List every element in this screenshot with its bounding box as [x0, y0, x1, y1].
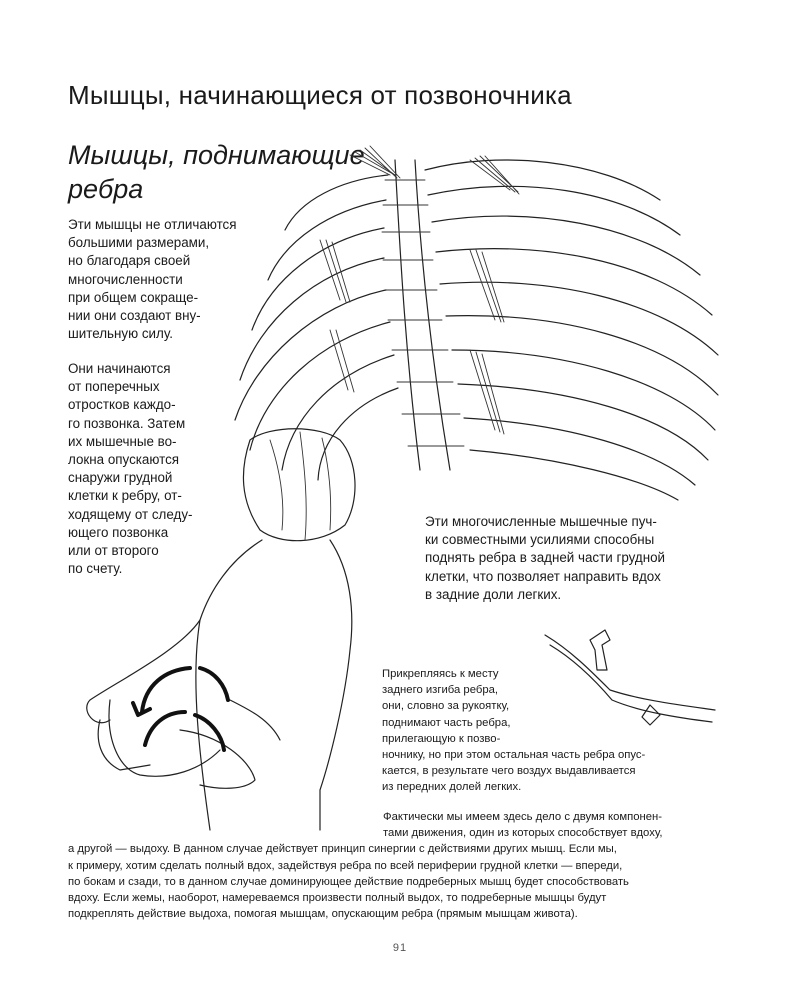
- page-title: Мышцы, начинающиеся от позвоночника: [68, 80, 572, 110]
- intro-line: многочисленности: [68, 271, 183, 287]
- small-caption-line: кается, в результате чего воздух выдавливается: [382, 765, 636, 778]
- origin-line: ходящему от следу-: [68, 506, 193, 522]
- arrow-up-left-icon: [142, 668, 190, 712]
- footnote-paragraph: [68, 809, 733, 922]
- footnote-line: тами движения, один из которых способствует вдоху,: [383, 827, 663, 840]
- origin-line: или от второго: [68, 543, 159, 559]
- footnote-line: по бокам и сзади, то в данном случае доминирующее действие подреберных мышц будет способствовать: [68, 875, 629, 888]
- origin-paragraph: [68, 360, 258, 578]
- arrow-mid-left-icon: [145, 712, 185, 745]
- intro-line: при общем сокраще-: [68, 289, 199, 305]
- footnote-line: Фактически мы имеем здесь дело с двумя компонен-: [383, 811, 663, 823]
- origin-line: снаружи грудной: [68, 470, 173, 486]
- rib-cage-drawing: [235, 146, 718, 500]
- small-caption-line: Прикрепляясь к месту: [382, 668, 499, 680]
- origin-line: от поперечных: [68, 379, 160, 395]
- caption-line: клетки, что позволяет направить вдох: [425, 568, 661, 584]
- footnote-line: а другой — выдоху. В данном случае действует принцип синергии с действиями других мышц. Если мы,: [68, 843, 617, 856]
- caption-line: Эти многочисленные мышечные пуч-: [425, 514, 657, 529]
- origin-line: го позвонка. Затем: [68, 415, 186, 431]
- origin-line: их мышечные во-: [68, 433, 177, 449]
- small-caption-line: ночнику, но при этом остальная часть ребра опус-: [382, 749, 646, 762]
- intro-line: большими размерами,: [68, 235, 210, 251]
- intro-line: Эти мышцы не отличаются: [68, 217, 237, 232]
- page-number: 91: [392, 942, 408, 954]
- origin-line: по счету.: [68, 561, 123, 577]
- origin-line: ющего позвонка: [68, 524, 169, 540]
- intro-line: нии они создают вну-: [68, 308, 201, 324]
- rib-detail-caption: [382, 666, 800, 796]
- small-caption-line: прилегающую к позво-: [382, 732, 501, 745]
- main-caption: [425, 513, 725, 604]
- origin-line: Они начинаются: [68, 361, 171, 376]
- small-caption-line: из передних долей легких.: [382, 781, 522, 794]
- footnote-line: к примеру, хотим сделать полный вдох, задействуя ребра по всей периферии грудной клетки — впереди,: [68, 859, 623, 872]
- footnote-line: вдоху. Если жемы, наоборот, намереваемся произвести полный выдох, то подреберные мышцы будут: [68, 892, 607, 905]
- caption-line: поднять ребра в задней части грудной: [425, 550, 666, 566]
- origin-line: локна опускаются: [68, 452, 180, 468]
- origin-line: отростков каждо-: [68, 397, 176, 413]
- footnote-line: подкреплять действие выдоха, помогая мышцам, опускающим ребра (прямым мышцам живота).: [68, 908, 578, 921]
- section-subtitle: Мышцы, поднимающие ребра: [68, 140, 365, 204]
- caption-line: в задние доли легких.: [425, 586, 562, 602]
- small-caption-line: они, словно за рукоятку,: [382, 700, 510, 713]
- intro-line: шительную силу.: [68, 326, 173, 342]
- arrow-up-right-icon: [200, 668, 228, 700]
- intro-line: но благодаря своей: [68, 253, 191, 269]
- caption-line: ки совместными усилиями способны: [425, 532, 655, 548]
- small-caption-line: заднего изгиба ребра,: [382, 684, 499, 697]
- origin-line: клетки к ребру, от-: [68, 488, 182, 504]
- intro-paragraph: [68, 216, 258, 343]
- small-caption-line: поднимают часть ребра,: [382, 716, 511, 729]
